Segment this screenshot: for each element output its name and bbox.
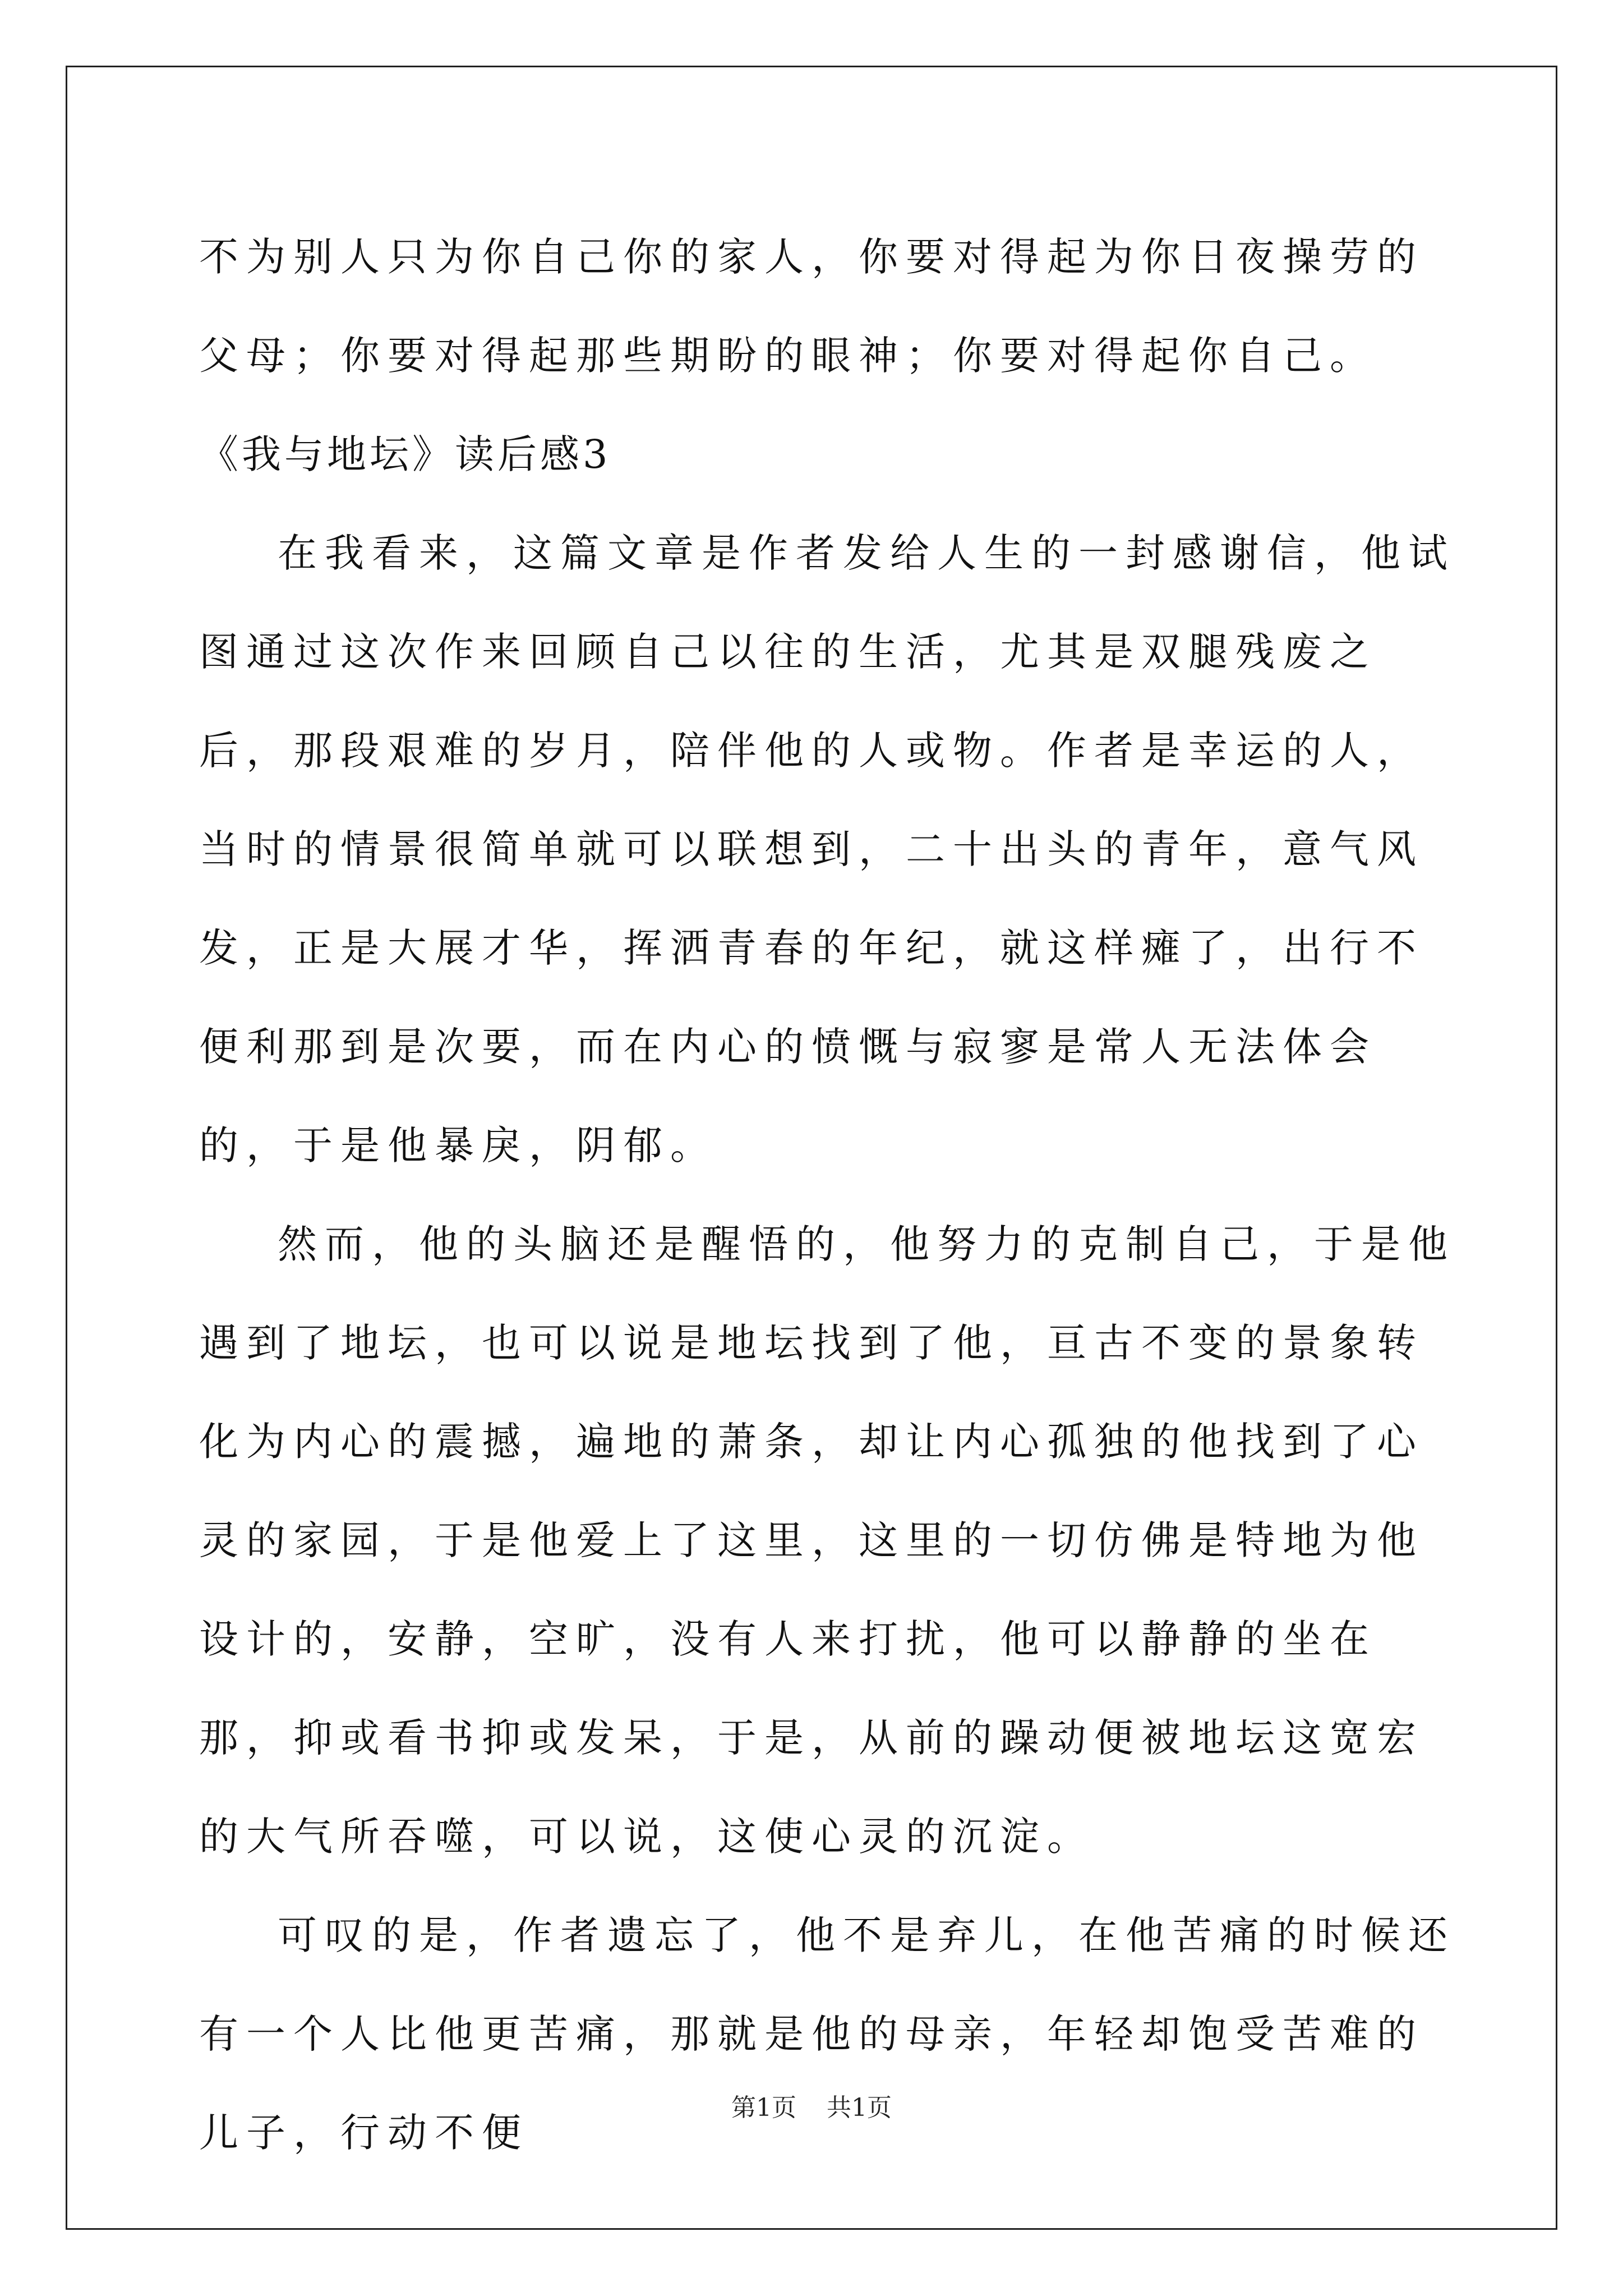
paragraph-3: 可叹的是，作者遗忘了，他不是弃儿，在他苦痛的时候还有一个人比他更苦痛，那就是他的母亲，年轻却饱受苦难的儿子，行动不便 — [199, 1912, 1455, 2156]
document-body — [199, 208, 1461, 2182]
page-footer — [0, 2091, 1623, 2125]
page-number: 第1页 — [731, 2093, 796, 2122]
page-total: 共1页 — [827, 2093, 892, 2122]
paragraph-2: 然而，他的头脑还是醒悟的，他努力的克制自己，于是他遇到了地坛，也可以说是地坛找到了他，亘古不变的景象转化为内心的震撼，遍地的萧条，却让内心孤独的他找到了心灵的家园，于是他爱上了这里，这里的一切仿佛是特地为他设计的，安静，空旷，没有人来打扰，他可以静静的坐在那，抑或看书抑或发呆，于是，从前的躁动便被地坛这宽宏的大气所吞噬，可以说，这使心灵的沉淀。 — [199, 1221, 1455, 1860]
paragraph-intro: 不为别人只为你自己你的家人，你要对得起为你日夜操劳的父母；你要对得起那些期盼的眼神；你要对得起你自己。 — [199, 234, 1424, 379]
section-heading: 《我与地坛》读后感3 — [199, 431, 611, 477]
paragraph-1: 在我看来，这篇文章是作者发给人生的一封感谢信，他试图通过这次作来回顾自己以往的生活，尤其是双腿残废之后，那段艰难的岁月，陪伴他的人或物。作者是幸运的人，当时的情景很简单就可以联想到，二十出头的青年，意气风发，正是大展才华，挥洒青春的年纪，就这样瘫了，出行不便利那到是次要，而在内心的愤慨与寂寥是常人无法体会的，于是他暴戾，阴郁。 — [199, 530, 1455, 1168]
